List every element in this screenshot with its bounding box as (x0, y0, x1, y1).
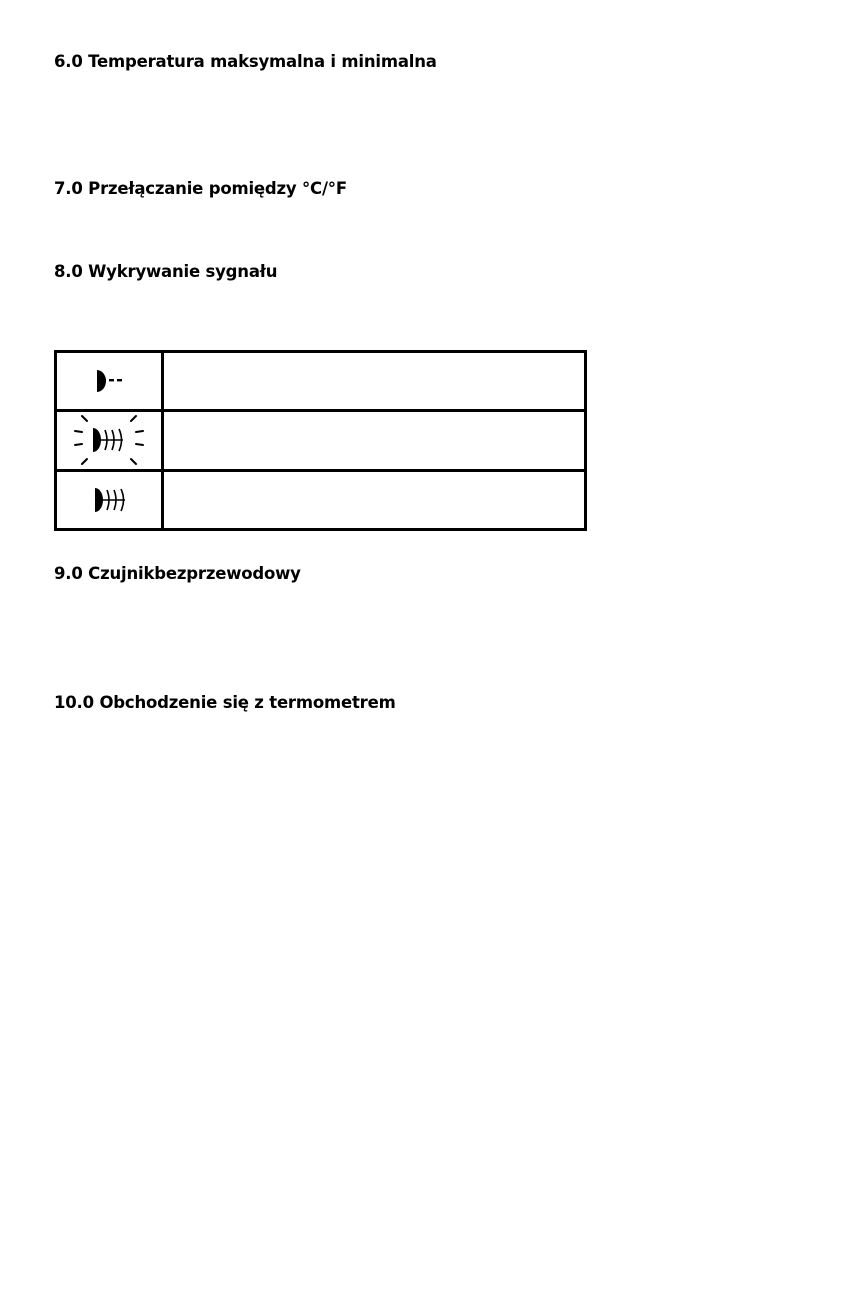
table-description-cell (163, 411, 586, 470)
table-row (56, 470, 586, 529)
table-row (56, 352, 586, 411)
signal-searching-blinking-icon (73, 412, 145, 468)
section-heading-thermometer-handling: 10.0 Obchodzenie się z termometrem (54, 693, 396, 712)
signal-status-table (54, 350, 587, 531)
signal-full-reception-icon (87, 484, 131, 516)
table-description-cell (163, 470, 586, 529)
signal-no-reception-icon (87, 366, 131, 396)
table-icon-cell (56, 411, 163, 470)
table-description-cell (163, 352, 586, 411)
table-icon-cell (56, 470, 163, 529)
section-heading-unit-switch: 7.0 Przełączanie pomiędzy °C/°F (54, 179, 347, 198)
table-icon-cell (56, 352, 163, 411)
table-row (56, 411, 586, 470)
section-heading-signal-detection: 8.0 Wykrywanie sygnału (54, 262, 278, 281)
section-heading-wireless-sensor: 9.0 Czujnikbezprzewodowy (54, 564, 301, 583)
section-heading-max-min-temperature: 6.0 Temperatura maksymalna i minimalna (54, 52, 437, 71)
